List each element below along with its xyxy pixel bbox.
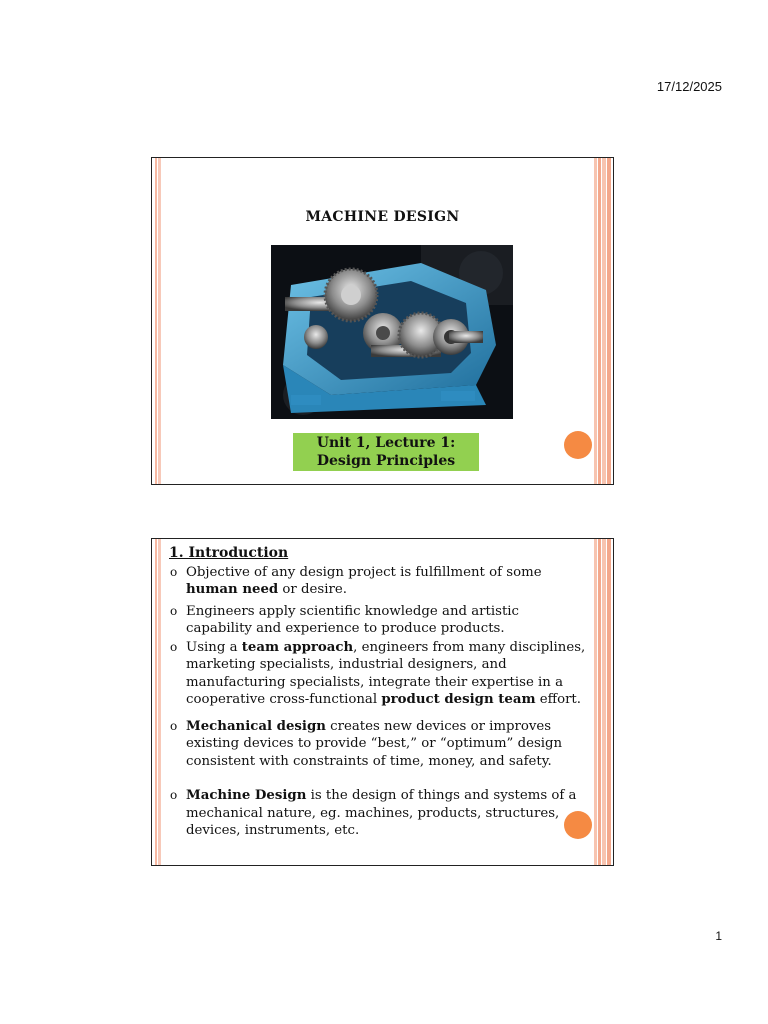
gearbox-illustration [271,245,513,419]
bullet-marker: o [170,603,178,618]
slide-title [151,157,614,485]
slide-left-border-stripe [155,539,161,865]
slide-introduction [151,538,614,866]
lecture-label-line2: Design Principles [316,453,456,469]
bullet-marker: o [170,639,178,654]
bullet-marker: o [170,788,178,802]
slide-content [169,545,587,840]
orange-circle-decoration [564,811,592,839]
page-date: 17/12/2025 [656,79,722,94]
slide-title-text: MACHINE DESIGN [305,209,460,225]
lecture-label-line1: Unit 1, Lecture 1: [316,435,456,451]
gearbox-image [271,245,513,419]
list-item: o Machine Design is the design of things and systems of a mechanical nature, eg. machines, products, structures, devices, instruments, etc. [170,788,577,838]
bullet-marker: o [170,564,178,579]
list-item: o Using a team approach, engineers from many disciplines, marketing specialists, industrial designers, and manufacturing specialists, integrate their expertise in a cooperative cross-functional product design team effort. [170,639,586,707]
list-item: o Mechanical design creates new devices or improves existing devices to provide “best,” or “optimum” design consistent with constraints of time, money, and safety. [170,718,563,769]
slide-right-border-stripe [594,158,611,484]
slide-right-border-stripe [594,539,611,865]
lecture-label-box [293,433,479,471]
list-item: o Objective of any design project is fulfillment of some human need or desire. [170,564,542,597]
list-item: o Engineers apply scientific knowledge and artistic capability and experience to produce products. [170,603,520,636]
page-number: 1 [715,929,722,943]
bullet-marker: o [170,718,178,733]
section-heading: 1. Introduction [169,545,289,561]
orange-circle-decoration [564,431,592,459]
slide-left-border-stripe [155,158,161,484]
